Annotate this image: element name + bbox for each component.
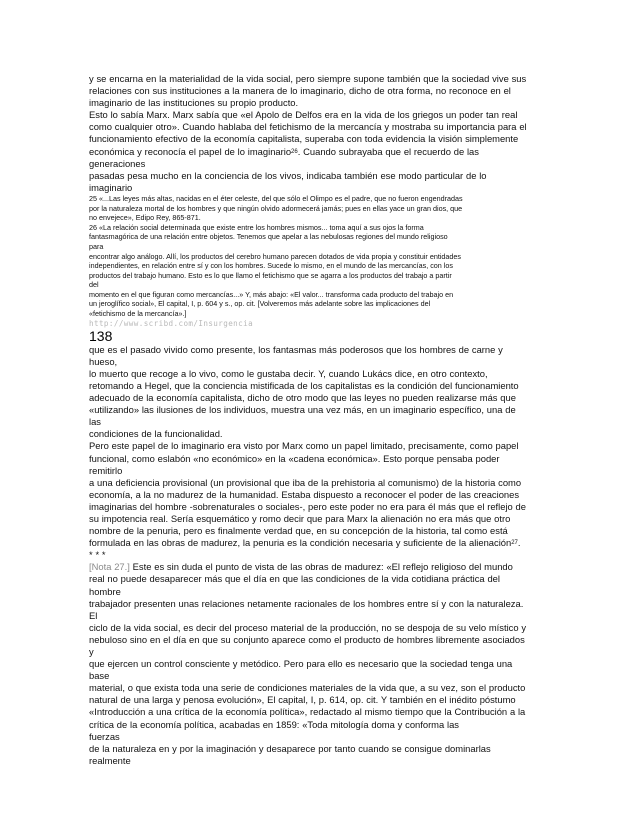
page-content xyxy=(89,73,551,767)
text-line: economía, a la no madurez de la humanidad. Estaba dispuesto a reconocer el poder de las creaciones xyxy=(89,488,520,500)
footnote-line: 25 «...Las leyes más altas, nacidas en el éter celeste, del que sólo el Olimpo es el padre, que no fueron engendradas xyxy=(89,193,463,203)
text-line: relaciones con sus instituciones a la manera de lo imaginario, dicho de otra forma, no reconoce en el xyxy=(89,85,511,97)
text-line: real no puede desaparecer más que el día en que las condiciones de la vida cotidiana práctica del xyxy=(89,573,500,585)
text-line: remitirlo xyxy=(89,464,123,476)
text-line: adecuado de la economía capitalista, dicho de otro modo que las leyes no pueden realizarse más que xyxy=(89,392,516,404)
text-line: nombre de la penuria, pero es finalmente verdad que, en su concepción de la historia, tal como está xyxy=(89,525,508,537)
text-span: económica y reconocía el papel de lo imaginario xyxy=(89,145,292,157)
page-number: 138 xyxy=(89,327,113,344)
text-line: y xyxy=(89,646,94,657)
footnote-line: del xyxy=(89,280,99,290)
text-line: lo muerto que recoge a lo vivo, como le gustaba decir. Y, cuando Lukács dice, en otro contexto, xyxy=(89,367,488,379)
watermark-url[interactable]: http://www.scribd.com/Insurgencia xyxy=(89,318,254,328)
text-line: trabajador presenten unas relaciones netamente racionales de los hombres entre sí y con la naturaleza. xyxy=(89,597,524,609)
text-line: imaginario de las instituciones su propio producto. xyxy=(89,97,299,109)
text-line: ciclo de la vida social, es decir del proceso material de la producción, no se despoja de su velo místico y xyxy=(89,621,527,633)
text-line: material, o que exista toda una serie de condiciones materiales de la vida que, a su vez, son el producto xyxy=(89,682,526,694)
text-line: «utilizando» las ilusiones de los individuos, muestra una vez más, en un imaginario específico, una de xyxy=(89,404,516,416)
text-line: condiciones de la funcionalidad. xyxy=(89,428,223,440)
text-line: hombre xyxy=(89,585,121,597)
footnote-line: encontrar algo análogo. Allí, los productos del cerebro humano parecen dotados de vida propia y constituir entidades xyxy=(89,251,461,261)
text-line: pasadas pesa mucho en la conciencia de los vivos, indicaba también ese modo particular de lo xyxy=(89,169,487,181)
text-line xyxy=(89,537,551,549)
text-line: funcional, como eslabón «no económico» en la «cadena económica». Esto porque pensaba poder xyxy=(89,452,500,464)
text-line: Esto lo sabía Marx. Marx sabía que «el Apolo de Delfos era en la vida de los griegos un poder tan real xyxy=(89,109,518,121)
footnote-ref: 27 xyxy=(511,540,518,547)
text-line: realmente xyxy=(89,754,131,766)
text-line: de la naturaleza en y por la imaginación y desaparece por tanto cuando se consigue dominarlas xyxy=(89,742,491,754)
note-label[interactable]: [Nota 27.] xyxy=(89,561,130,573)
text-line: su impotencia real. Sería esquemático y romo decir que para Marx la alienación no era más que otro xyxy=(89,512,511,524)
text-line: El xyxy=(89,609,98,621)
text-line xyxy=(89,146,551,158)
text-line: Pero este papel de lo imaginario era visto por Marx como un papel limitado, precisamente, como papel xyxy=(89,440,519,452)
footnote-line: para xyxy=(89,241,104,251)
text-span: Este es sin duda el punto de vista de las obras de madurez: «El reflejo religioso del mundo xyxy=(129,561,513,573)
footnote-line: 26 «La relación social determinada que existe entre los hombres mismos... toma aquí a sus ojos la forma xyxy=(89,222,424,232)
text-line: imaginarias del hombre -sobrenaturales o sociales-, pero este poder no era para él más que el reflejo de xyxy=(89,500,526,512)
text-line: que ejercen un control consciente y metódico. Pero para ello es necesario que la sociedad tenga una xyxy=(89,658,513,670)
text-line: natural de una larga y penosa evolución», El capital, I, p. 614, op. cit. Y también en el inédito póstumo xyxy=(89,694,516,706)
footnote-line: fantasmagórica de una relación entre objetos. Tenemos que apelar a las nebulosas regiones del mundo religioso xyxy=(89,232,448,242)
footnote-line: «fetichismo de la mercancía».] xyxy=(89,309,187,319)
text-line: imaginario xyxy=(89,181,133,193)
section-separator: * * * xyxy=(89,549,106,561)
text-span: formulada en las obras de madurez, la penuria es la condición necesaria y suficiente de la alienación xyxy=(89,537,512,549)
text-line: hueso, xyxy=(89,355,118,367)
text-line: las xyxy=(89,416,101,428)
text-span: . xyxy=(517,537,521,549)
footnote-line: por la naturaleza mortal de los hombres y que ningún olvido adormecerá jamás; pues en ellas yace un gran dios, que xyxy=(89,203,463,213)
text-line: crítica de la economía política, acabadas en 1859: «Toda mitología doma y conforma las xyxy=(89,718,459,730)
text-line: retomando a Hegel, que la conciencia mistificada de los capitalistas es la condición del funcionamiento xyxy=(89,379,519,391)
footnotes xyxy=(89,194,551,319)
text-line: «Introducción a una crítica de la economía política», redactado al mismo tiempo que la Contribución a la xyxy=(89,706,526,718)
text-line: y se encarna en la materialidad de la vida social, pero siempre supone también que la sociedad vive sus xyxy=(89,73,527,84)
footnote-ref: 26 xyxy=(291,148,298,155)
text-line: base xyxy=(89,670,110,682)
text-line: que es el pasado vivido como presente, los fantasmas más poderosos que los hombres de carne y xyxy=(89,343,503,355)
text-line: a una deficiencia provisional (un provisional que iba de la prehistoria al comunismo) de la historia como xyxy=(89,476,522,488)
footnote-line: un jeroglífico social», El capital, I, p. 604 y s., op. cit. [Volveremos más adelante sobre las implicaciones del xyxy=(89,299,431,309)
text-line: como cualquier otro». Cuando hablaba del fetichismo de la mercancía y mostraba su importancia para el xyxy=(89,121,527,133)
text-line: fuerzas xyxy=(89,730,120,742)
text-line: nebuloso sino en el día en que su conjunto aparece como el producto de hombres libremente asociados xyxy=(89,633,525,645)
footnote-line: productos del trabajo humano. Esto es lo que llamo el fetichismo que se agarra a los productos del trabajo a partir xyxy=(89,270,452,280)
footnote-line: independientes, en relación entre sí y con los hombres. Sucede lo mismo, en el mundo de las mercancías, con los xyxy=(89,261,453,271)
text-line: funcionamiento efectivo de la economía capitalista, superaba con toda evidencia la visión simplemente xyxy=(89,133,519,145)
footnote-line: momento en el que figuran como mercancías...» Y, más abajo: «El valor... transforma cada producto del trabajo en xyxy=(89,289,454,299)
text-line xyxy=(89,561,551,573)
footnote-line: no envejece», Edipo Rey, 865-871. xyxy=(89,213,201,223)
text-span: . Cuando subrayaba que el recuerdo de las xyxy=(297,145,479,157)
text-line: generaciones xyxy=(89,157,146,169)
